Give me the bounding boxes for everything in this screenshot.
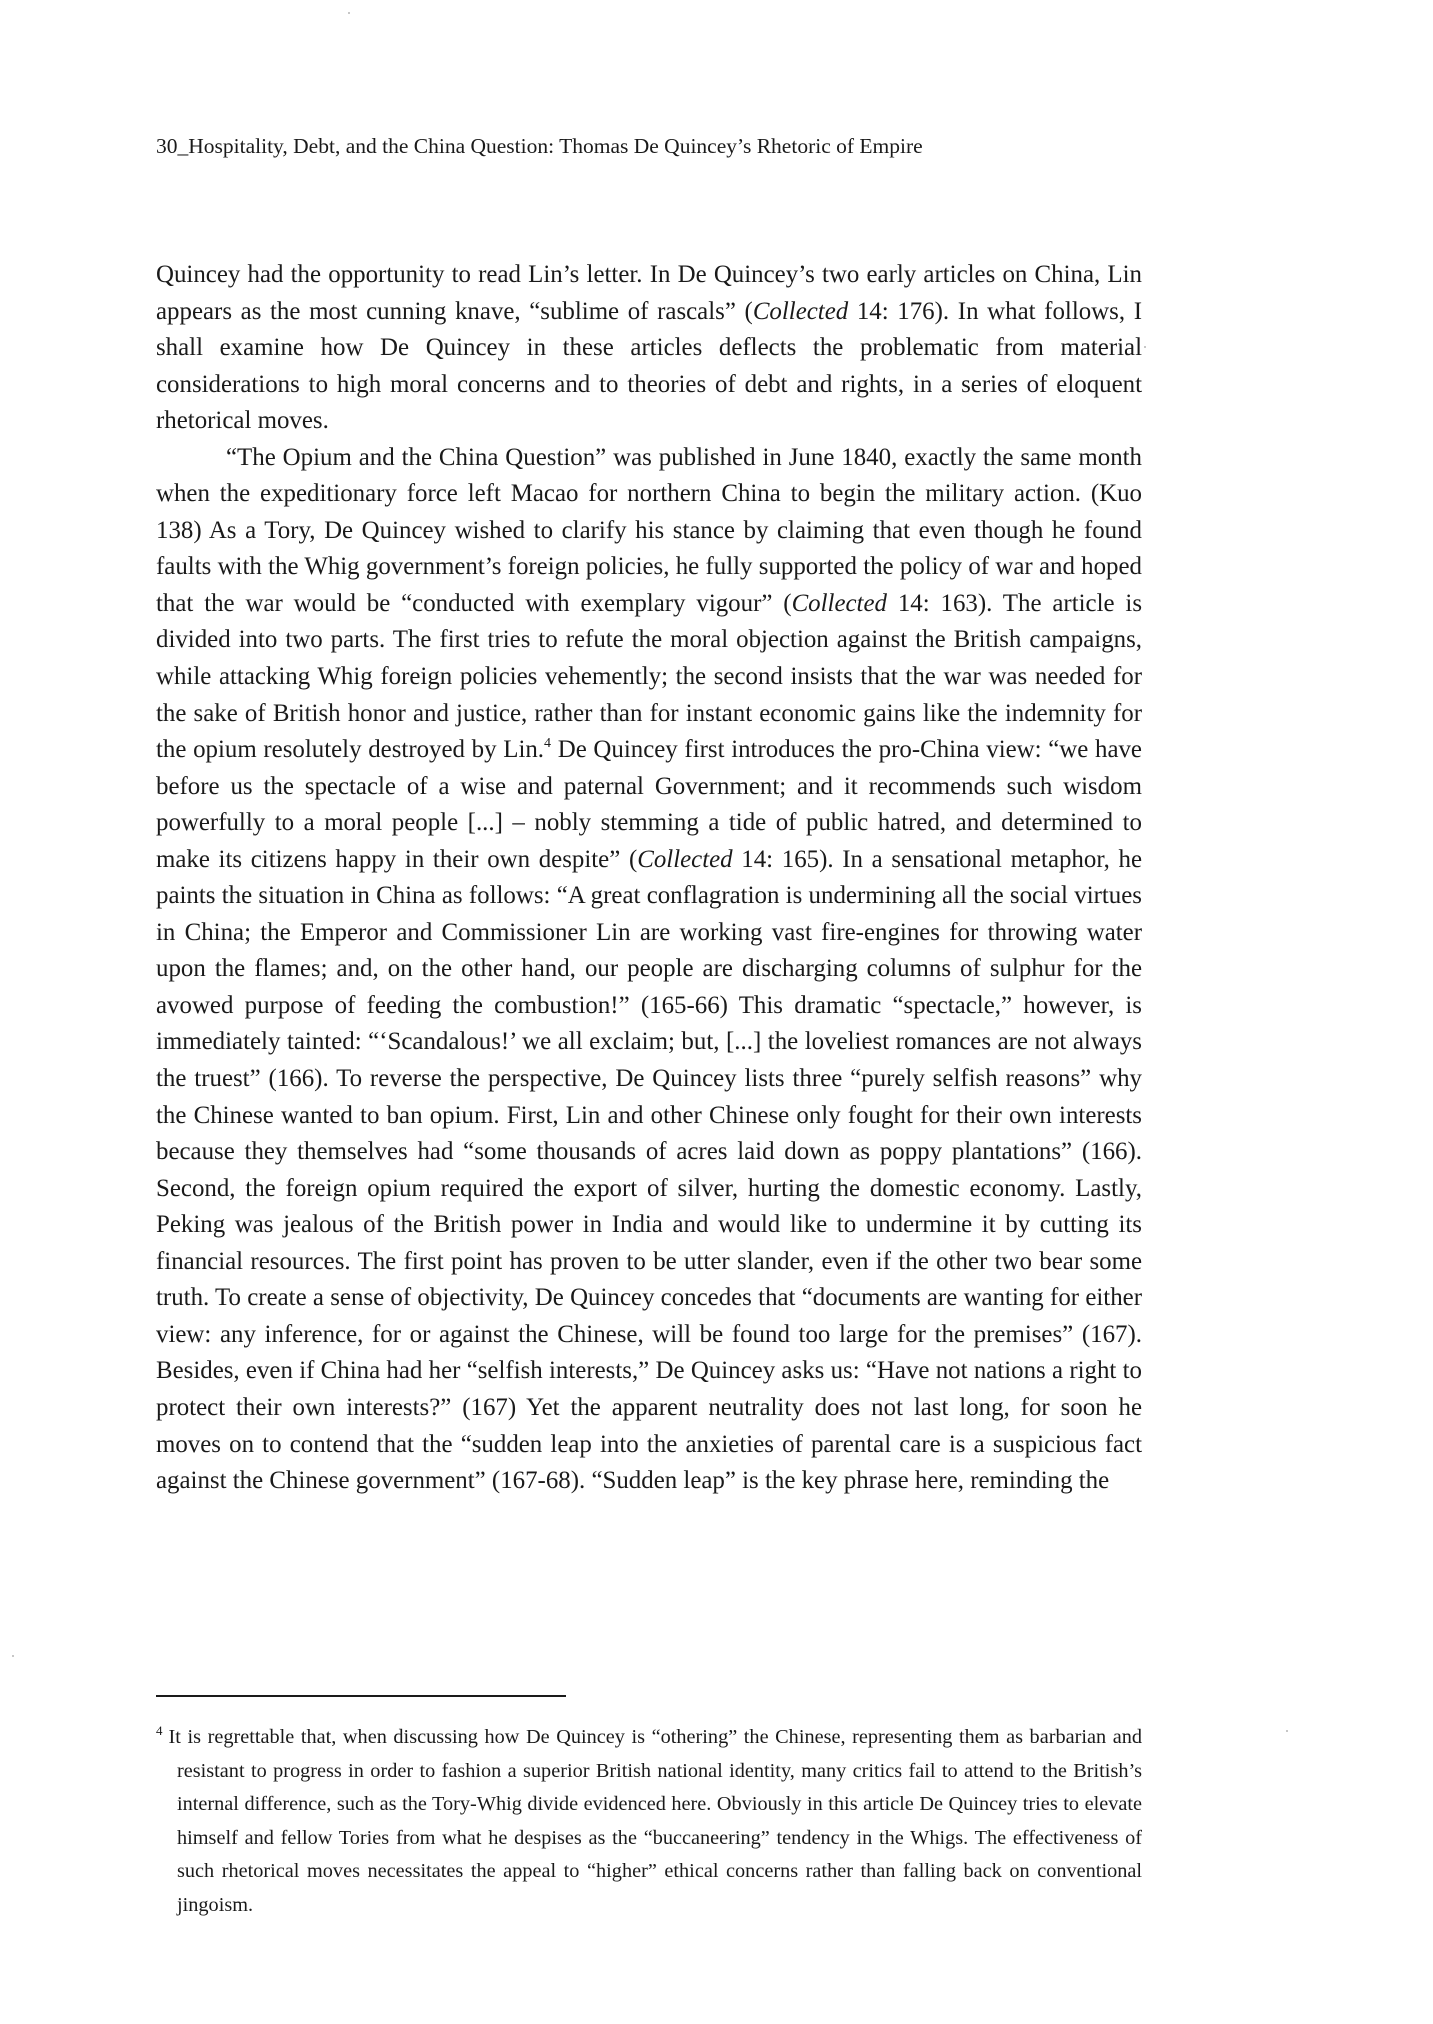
main-text: [156, 257, 1142, 1500]
footnote-number: 4: [156, 1723, 163, 1738]
paragraph-1-text-a: Quincey had the opportunity to read Lin’s letter. In De Quincey’s two early articles on China, Lin appears as the most cunning knave, “sublime of rascals” (: [156, 261, 1142, 325]
footnote: [156, 1721, 1142, 1922]
paragraph-1-text-b: 14: 176). In what follows, I shall examine how De Quincey in these articles deflects the problematic from material considerations to high moral concerns and to theories of debt and rights, in a series of eloquent rhetorical moves.: [156, 297, 1142, 435]
paragraph-2-text-d: 14: 165). In a sensational metaphor, he paints the situation in China as follows: “A great conflagration is undermining all the social virtues in China; the Emperor and Commissioner Lin are working vast fire-engines for throwing water upon the flames; and, on the other hand, our people are discharging columns of sulphur for the avowed purpose of feeding the combustion!” (165-66) This dramatic “spectacle,” however, is immediately tainted: “‘Scandalous!’ we all exclaim; but, [...] the loveliest romances are not always the truest” (166). To reverse the perspective, De Quincey lists three “purely selfish reasons” why the Chinese wanted to ban opium. First, Lin and other Chinese only fought for their own interests because they themselves had “some thousands of acres laid down as poppy plantations” (166). Second, the foreign opium required the export of silver, hurting the domestic economy. Lastly, Peking was jealous of the British power in India and would like to undermine it by cutting its financial resources. The first point has proven to be utter slander, even if the other two bear some truth. To create a sense of objectivity, De Quincey concedes that “documents are wanting for either view: any inference, for or against the Chinese, will be found too large for the premises” (167). Besides, even if China had her “selfish interests,” De Quincey asks us: “Have not nations a right to protect their own interests?” (167) Yet the apparent neutrality does not last long, for soon he moves on to contend that the “sudden leap into the anxieties of parental care is a suspicious fact against the Chinese government” (167-68). “Sudden leap” is the key phrase here, reminding the: [156, 845, 1142, 1495]
running-head: 30_Hospitality, Debt, and the China Question: Thomas De Quincey’s Rhetoric of Empire: [156, 134, 923, 158]
footnote-divider: [156, 1695, 566, 1697]
citation-title: Collected: [791, 589, 887, 617]
paragraph-2: [156, 440, 1142, 1500]
scan-speck: [1144, 346, 1146, 348]
citation-title: Collected: [637, 845, 733, 873]
paragraph-2-text-b: 14: 163). The article is divided into two parts. The first tries to refute the moral objection against the British campaigns, while attacking Whig foreign policies vehemently; the second insists that the war was needed for the sake of British honor and justice, rather than for instant economic gains like the indemnity for the opium resolutely destroyed by Lin.: [156, 589, 1143, 764]
paragraph-2-text-c: De Quincey first introduces the pro-China view: “we have before us the spectacle of a wise and paternal Government; and it recommends such wisdom powerfully to a moral people [...] – nobly stemming a tide of public hatred, and determined to make its citizens happy in their own despite” (: [156, 736, 1142, 873]
scan-speck: [1286, 1730, 1288, 1732]
footnote-entry: [156, 1721, 1142, 1922]
citation-title: Collected: [752, 297, 849, 325]
scan-speck: [12, 1655, 14, 1657]
footnote-text: It is regrettable that, when discussing how De Quincey is “othering” the Chinese, representing them as barbarian and resistant to progress in order to fashion a superior British national identity, many critics fail to attend to the British’s internal difference, such as the Tory-Whig divide evidenced here. Obviously in this article De Quincey tries to elevate himself and fellow Tories from what he despises as the “buccaneering” tendency in the Whigs. The effectiveness of such rhetorical moves necessitates the appeal to “higher” ethical concerns rather than falling back on conventional jingoism.: [168, 1726, 1142, 1916]
footnote-reference[interactable]: 4: [544, 736, 552, 752]
paragraph-1: [156, 257, 1142, 440]
paragraph-2-text-a: “The Opium and the China Question” was published in June 1840, exactly the same month when the expeditionary force left Macao for northern China to begin the military action. (Kuo 138) As a Tory, De Quincey wished to clarify his stance by claiming that even though he found faults with the Whig government’s foreign policies, he fully supported the policy of war and hoped that the war would be “conducted with exemplary vigour” (: [156, 443, 1142, 617]
scan-speck: [348, 12, 350, 14]
